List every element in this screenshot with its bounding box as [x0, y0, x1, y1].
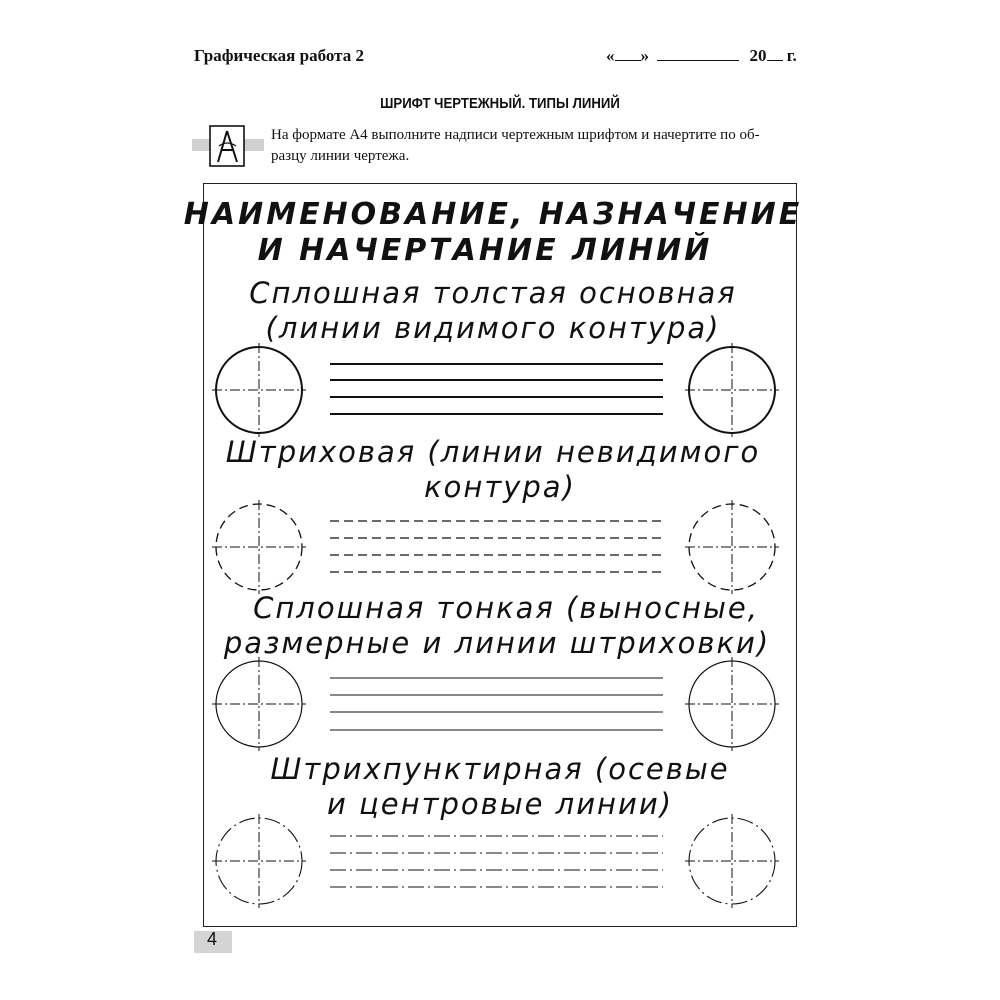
- page-number: 4: [207, 929, 218, 949]
- sheet-title-line-2: И НАЧЕРТАНИЕ ЛИНИЙ: [257, 233, 713, 268]
- line-type-4-caption-1: Штрихпунктирная (осевые: [270, 752, 730, 786]
- line-sample-solid-thin: [330, 678, 663, 730]
- drafting-compass-icon: [192, 126, 264, 166]
- task-line-2: разцу линии чертежа.: [271, 148, 410, 164]
- line-type-1-caption-1: Сплошная толстая основная: [249, 276, 737, 310]
- open-quote: «: [606, 46, 615, 65]
- circle-right-solid-thin: [685, 657, 779, 751]
- line-type-3-caption-1: Сплошная тонкая (выносные,: [253, 591, 759, 625]
- circle-right-dash-dot: [685, 814, 779, 908]
- line-type-1-caption-2: (линии видимого контура): [265, 311, 721, 345]
- task-line-1: На формате А4 выполните надписи чертежным шрифтом и начертите по об-: [271, 127, 760, 143]
- sheet-title-line-1: НАИМЕНОВАНИЕ, НАЗНАЧЕНИЕ: [183, 197, 803, 232]
- circle-left-solid-thick: [212, 343, 306, 437]
- close-quote: »: [640, 46, 649, 65]
- line-type-4-caption-2: и центровые линии): [326, 787, 674, 821]
- work-title: Графическая работа 2: [194, 46, 364, 65]
- circle-right-solid-thick: [685, 343, 779, 437]
- line-sample-dash-dot: [330, 836, 663, 887]
- line-type-2-caption-2: контура): [424, 470, 576, 504]
- section-title: ШРИФТ ЧЕРТЕЖНЫЙ. ТИПЫ ЛИНИЙ: [380, 95, 620, 112]
- circle-left-solid-thin: [212, 657, 306, 751]
- circle-left-dash-dot: [212, 814, 306, 908]
- year-suffix: г.: [786, 46, 797, 65]
- circle-right-dashed: [685, 500, 779, 594]
- line-sample-dashed: [330, 521, 663, 572]
- year-prefix: 20: [749, 46, 767, 65]
- circle-left-dashed: [212, 500, 306, 594]
- line-type-2-caption-1: Штриховая (линии невидимого: [225, 435, 761, 469]
- line-type-3-caption-2: размерные и линии штриховки): [223, 626, 771, 660]
- line-sample-solid-thick: [330, 364, 663, 414]
